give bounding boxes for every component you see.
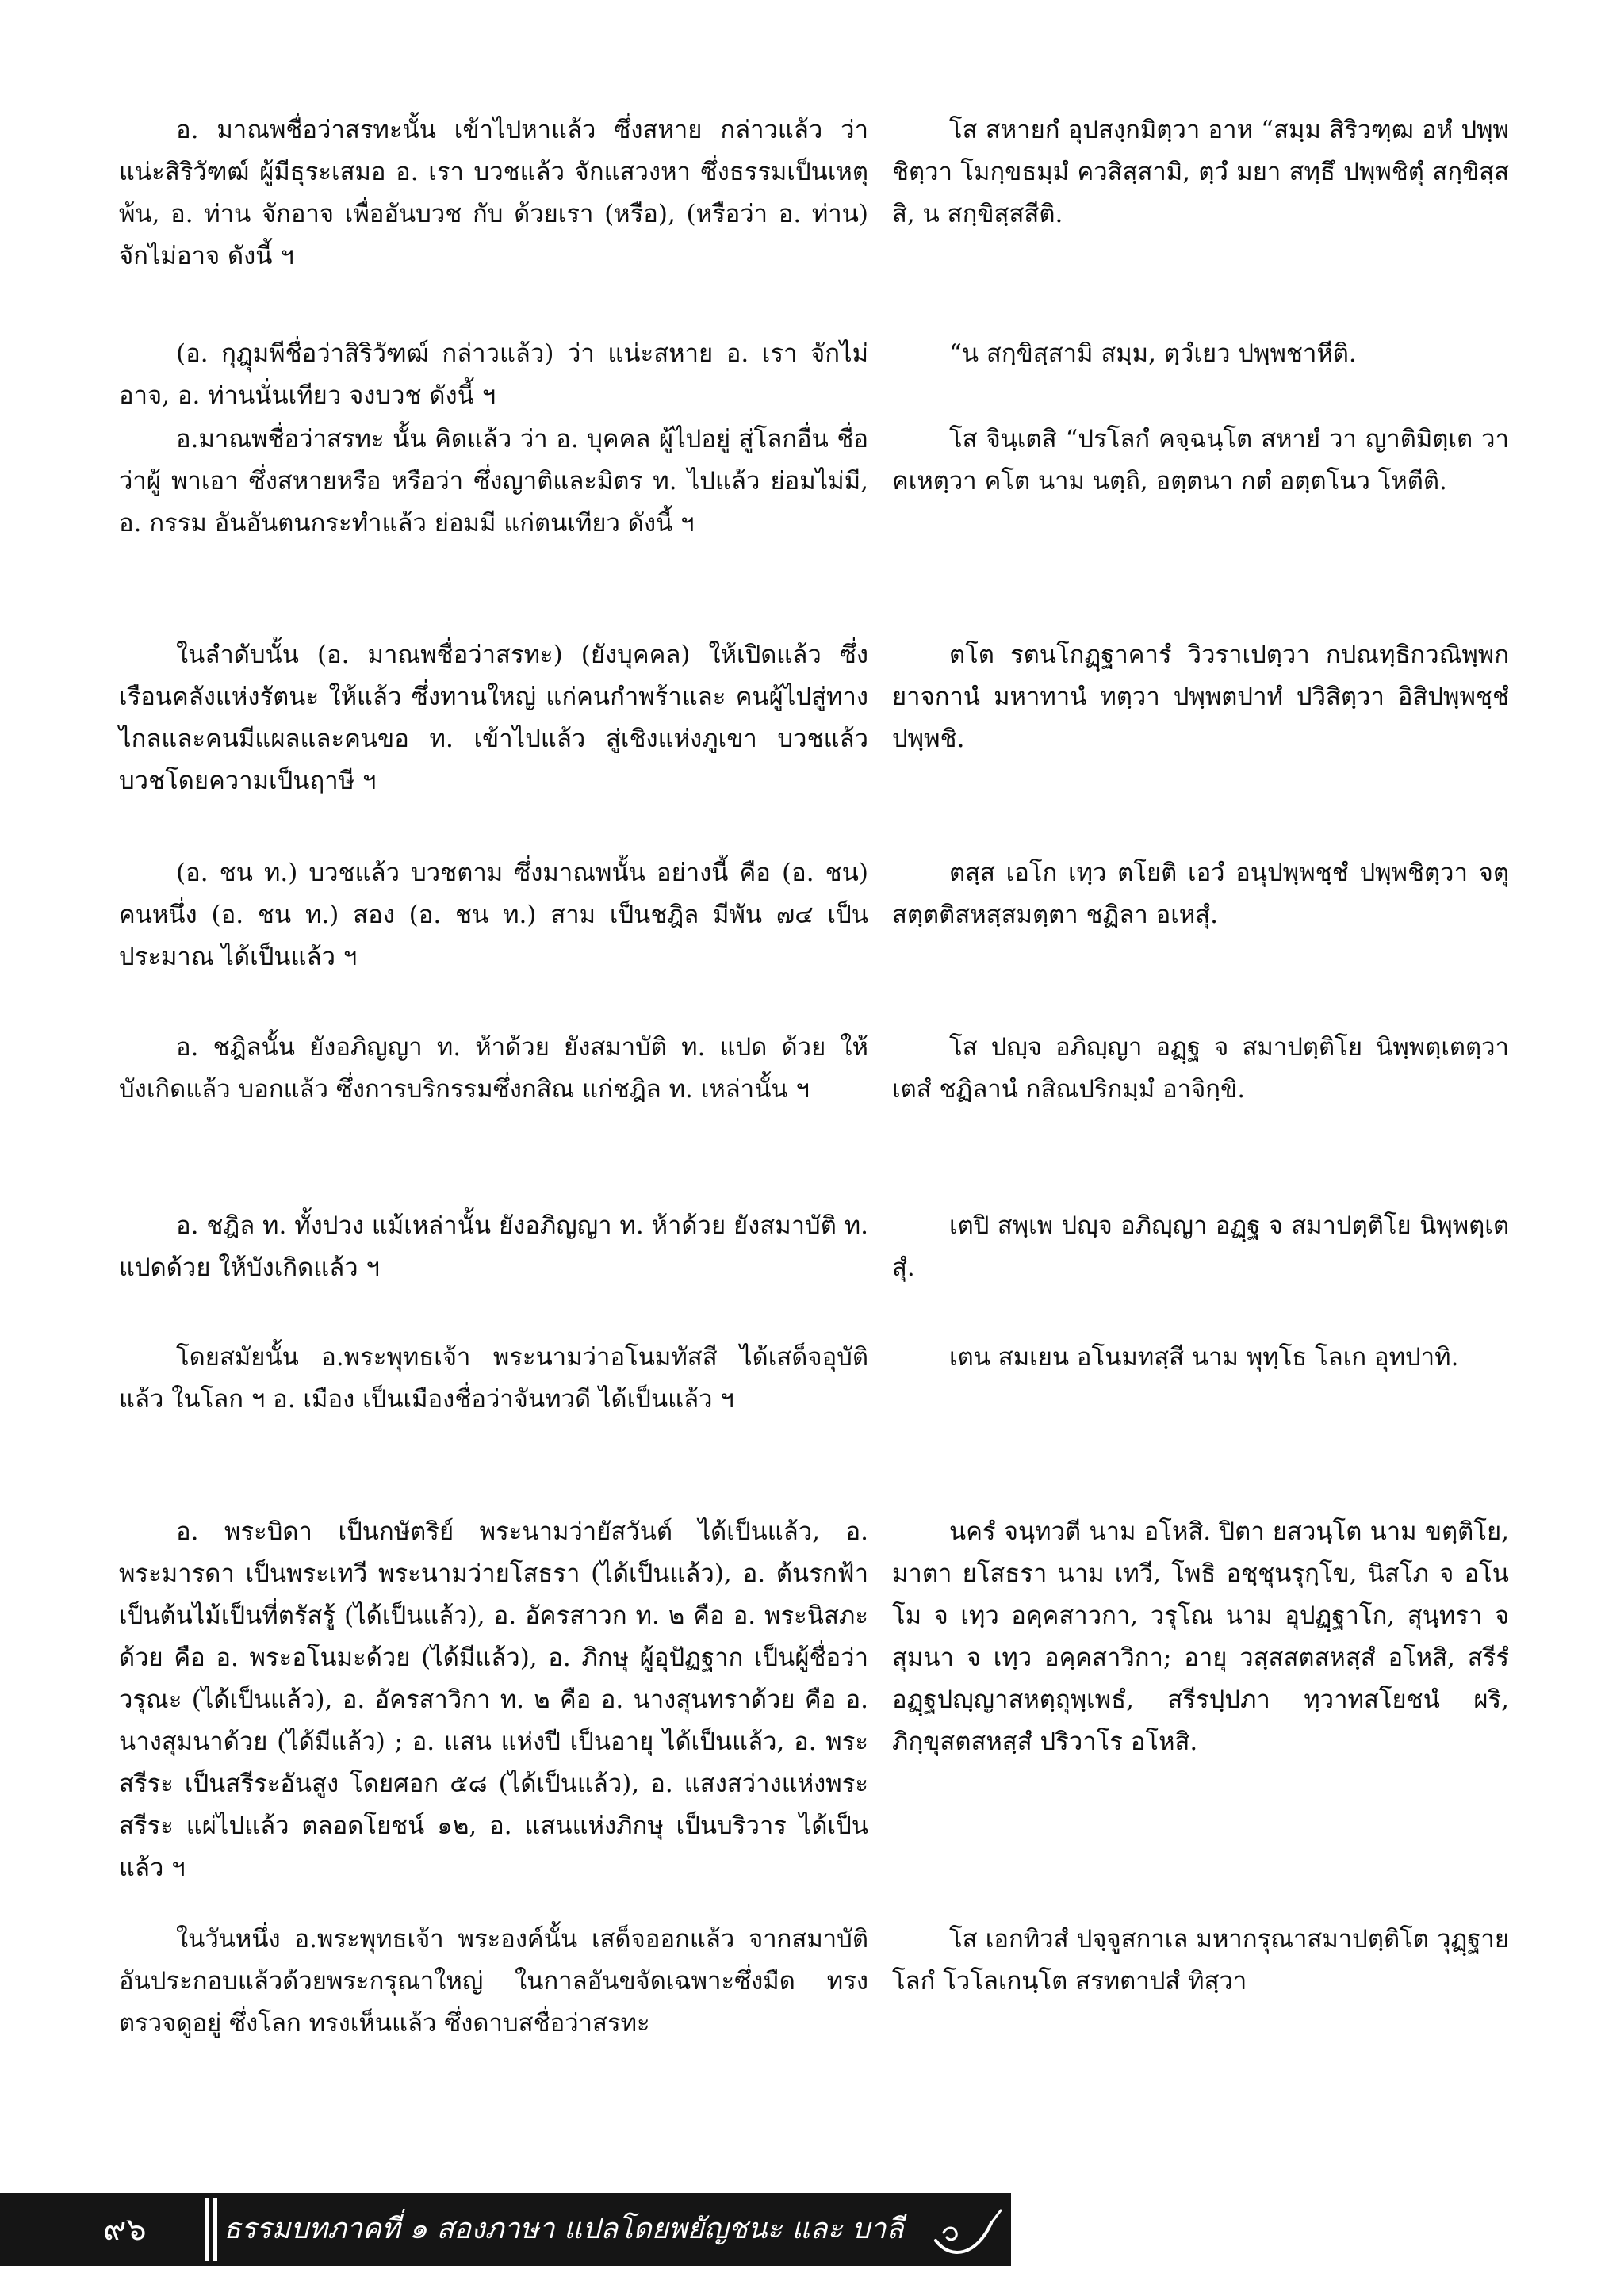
pali-paragraph: โส ปญฺจ อภิญฺญา อฏฺฐ จ สมาปตฺติโย นิพฺพตฺเตตฺวา เตสํ ชฏิลานํ กสิณปริกมฺมํ อาจิกฺขิ. — [892, 1033, 1509, 1104]
thai-translation-paragraph: อ. มาณพชื่อว่าสรทะนั้น เข้าไปหาแล้ว ซึ่งสหาย กล่าวแล้ว ว่า แน่ะสิริวัฑฒ์ ผู้มีธุระเสมอ อ. เรา บวชแล้ว จักแสวงหา ซึ่งธรรมเป็นเหตุพ้น, อ. ท่าน จักอาจ เพื่ออันบวช กับ ด้วยเรา (หรือ), (หรือว่า อ. ท่าน) จักไม่อาจ ดังนี้ ฯ — [119, 116, 868, 270]
footer-divider — [205, 2198, 209, 2261]
pali-paragraph: โส จินฺเตสิ “ปรโลกํ คจฺฉนฺโต สหายํ วา ญาติมิตฺเต วา คเหตฺวา คโต นาม นตฺถิ, อตฺตนา กตํ อตฺตโนว โหตีติ. — [892, 425, 1509, 496]
pali-paragraph: เตน สมเยน อโนมทสฺสี นาม พุทฺโธ โลเก อุทปาทิ. — [949, 1343, 1459, 1372]
pali-paragraph: ตโต รตนโกฏฺฐาคารํ วิวราเปตฺวา กปณทฺธิกวณิพฺพกยาจกานํ มหาทานํ ทตฺวา ปพฺพตปาทํ ปวิสิตฺวา อิสิปพฺพชฺชํ ปพฺพชิ. — [892, 641, 1509, 753]
book-title: ธรรมบทภาคที่ ๑ สองภาษา แปลโดยพยัญชนะ และ บาลี — [224, 2213, 904, 2245]
thai-translation-paragraph: (อ. กุฎุมพีชื่อว่าสิริวัฑฒ์ กล่าวแล้ว) ว่า แน่ะสหาย อ. เรา จักไม่อาจ, อ. ท่านนั่นเทียว จงบวช ดังนี้ ฯ — [119, 339, 868, 410]
thai-translation-paragraph: อ. พระบิดา เป็นกษัตริย์ พระนามว่ายัสวันต์ ได้เป็นแล้ว, อ. พระมารดา เป็นพระเทวี พระนามว่ายโสธรา (ได้เป็นแล้ว), อ. ต้นรกฟ้า เป็นต้นไม้เป็นที่ตรัสรู้ (ได้เป็นแล้ว), อ. อัครสาวก ท. ๒ คือ อ. พระนิสภะด้วย คือ อ. พระอโนมะด้วย (ได้มีแล้ว), อ. ภิกษุ ผู้อุปัฏฐาก เป็นผู้ชื่อว่า วรุณะ (ได้เป็นแล้ว), อ. อัครสาวิกา ท. ๒ คือ อ. นางสุนทราด้วย คือ อ. นางสุมนาด้วย (ได้มีแล้ว) ; อ. แสน แห่งปี เป็นอายุ ได้เป็นแล้ว, อ. พระสรีระ เป็นสรีระอันสูง โดยศอก ๕๘ (ได้เป็นแล้ว), อ. แสงสว่างแห่งพระสรีระ แผ่ไปแล้ว ตลอดโยชน์ ๑๒, อ. แสนแห่งภิกษุ เป็นบริวาร ได้เป็นแล้ว ฯ — [119, 1517, 868, 1882]
thai-translation-paragraph: (อ. ชน ท.) บวชแล้ว บวชตาม ซึ่งมาณพนั้น อย่างนี้ คือ (อ. ชน) คนหนึ่ง (อ. ชน ท.) สอง (อ. ชน ท.) สาม เป็นชฎิล มีพัน ๗๔ เป็นประมาณ ได้เป็นแล้ว ฯ — [119, 859, 868, 971]
page-number: ๙๖ — [103, 2211, 147, 2248]
pali-paragraph: “น สกฺขิสฺสามิ สมฺม, ตฺวํเยว ปพฺพชาหีติ. — [949, 339, 1357, 368]
thai-translation-paragraph: อ. ชฎิล ท. ทั้งปวง แม้เหล่านั้น ยังอภิญญา ท. ห้าด้วย ยังสมาบัติ ท. แปดด้วย ให้บังเกิดแล้ว ฯ — [119, 1211, 868, 1282]
pali-paragraph: เตปิ สพฺเพ ปญฺจ อภิญฺญา อฏฺฐ จ สมาปตฺติโย นิพฺพตฺเตสุํ. — [892, 1211, 1509, 1282]
pali-paragraph: ตสฺส เอโก เทฺว ตโยติ เอวํ อนุปพฺพชฺชํ ปพฺพชิตฺวา จตุสตฺตติสหสฺสมตฺตา ชฏิลา อเหสุํ. — [892, 859, 1509, 929]
pali-paragraph: นครํ จนฺทวตี นาม อโหสิ. ปิตา ยสวนฺโต นาม ขตฺติโย, มาตา ยโสธรา นาม เทวี, โพธิ อชฺชุนรุกฺโข, นิสโภ จ อโนโม จ เทฺว อคฺคสาวกา, วรุโณ นาม อุปฏฺฐาโก, สุนฺทรา จ สุมนา จ เทฺว อคฺคสาวิกา; อายุ วสฺสสตสหสฺสํ อโหสิ, สรีรํ อฏฺฐปญฺญาสหตฺถุพฺเพธํ, สรีรปฺปภา ทฺวาทสโยชนํ ผริ, ภิกฺขุสตสหสฺสํ ปริวาโร อโหสิ. — [892, 1517, 1509, 1756]
pali-paragraph: โส เอกทิวสํ ปจฺจูสกาเล มหากรุณาสมาปตฺติโต วุฏฺฐาย โลกํ โวโลเกนฺโต สรทตาปสํ ทิสฺวา — [892, 1925, 1509, 1996]
thai-translation-paragraph: อ. ชฎิลนั้น ยังอภิญญา ท. ห้าด้วย ยังสมาบัติ ท. แปด ด้วย ให้บังเกิดแล้ว บอกแล้ว ซึ่งการบริกรรมซึ่งกสิณ แก่ชฎิล ท. เหล่านั้น ฯ — [119, 1033, 868, 1104]
thai-translation-paragraph: โดยสมัยนั้น อ.พระพุทธเจ้า พระนามว่าอโนมทัสสี ได้เสด็จอุบัติแล้ว ในโลก ฯ อ. เมือง เป็นเมืองชื่อว่าจันทวดี ได้เป็นแล้ว ฯ — [119, 1343, 868, 1414]
ornament-icon — [928, 2206, 1003, 2261]
thai-translation-paragraph: ในลำดับนั้น (อ. มาณพชื่อว่าสรทะ) (ยังบุคคล) ให้เปิดแล้ว ซึ่งเรือนคลังแห่งรัตนะ ให้แล้ว ซึ่งทานใหญ่ แก่คนกำพร้าและ คนผู้ไปสู่ทางไกลและคนมีแผลและคนขอ ท. เข้าไปแล้ว สู่เชิงแห่งภูเขา บวชแล้ว บวชโดยความเป็นฤาษี ฯ — [119, 641, 868, 795]
pali-paragraph: โส สหายกํ อุปสงฺกมิตฺวา อาห “สมฺม สิริวฑฺฒ อหํ ปพฺพชิตฺวา โมกฺขธมฺมํ ควสิสฺสามิ, ตฺวํ มยา สทฺธึ ปพฺพชิตุํ สกฺขิสฺสสิ, น สกฺขิสฺสสีติ. — [892, 116, 1509, 228]
thai-translation-paragraph: ในวันหนึ่ง อ.พระพุทธเจ้า พระองค์นั้น เสด็จออกแล้ว จากสมาบัติอันประกอบแล้วด้วยพระกรุณาใหญ่ ในกาลอันขจัดเฉพาะซึ่งมืด ทรงตรวจดูอยู่ ซึ่งโลก ทรงเห็นแล้ว ซึ่งดาบสชื่อว่าสรทะ — [119, 1925, 868, 2038]
footer-divider — [213, 2198, 217, 2261]
thai-translation-paragraph: อ.มาณพชื่อว่าสรทะ นั้น คิดแล้ว ว่า อ. บุคคล ผู้ไปอยู่ สู่โลกอื่น ชื่อว่าผู้ พาเอา ซึ่งสหายหรือ หรือว่า ซึ่งญาติและมิตร ท. ไปแล้ว ย่อมไม่มี, อ. กรรม อันอันตนกระทำแล้ว ย่อมมี แก่ตนเทียว ดังนี้ ฯ — [119, 425, 868, 538]
